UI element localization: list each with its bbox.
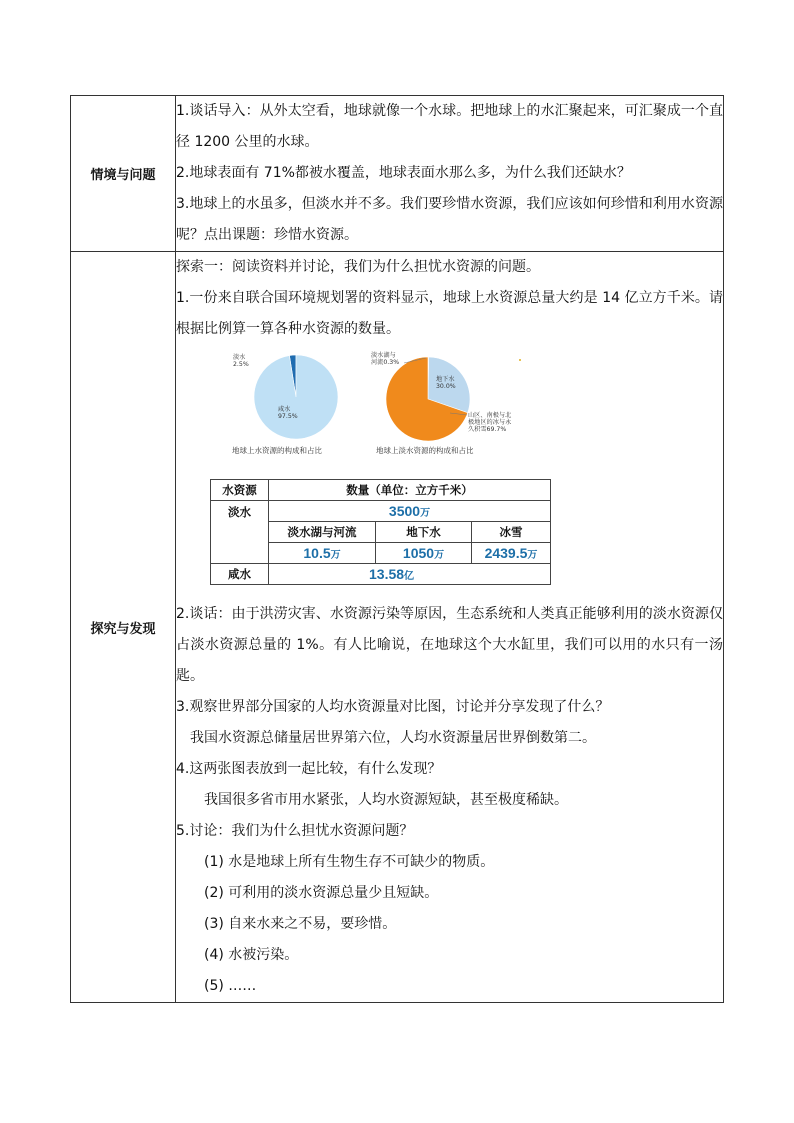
explore-para-1: 1.一份来自联合国环境规划署的资料显示，地球上水资源总量大约是 14 亿立方千米。请根据比例算一算各种水资源的数量。 — [176, 290, 723, 337]
wr-val-groundwater: 1050万 — [376, 543, 472, 564]
wr-sub-groundwater: 地下水 — [376, 522, 472, 543]
pie2-title: 地球上淡水资源的构成和占比 — [376, 446, 474, 455]
wr-salt-label: 咸水 — [211, 564, 269, 585]
wr-header-resource: 水资源 — [211, 480, 269, 501]
row-label-explore: 探究与发现 — [71, 252, 176, 1003]
explore-para-5: 5.讨论：我们为什么担忧水资源问题？ — [176, 823, 414, 839]
row-explore — [71, 252, 724, 1003]
wr-val-ice: 2439.5万 — [472, 543, 551, 564]
pie-chart-freshwater-composition — [366, 351, 526, 443]
explore-para-2: 2.谈话：由于洪涝灾害、水资源污染等原因，生态系统和人类真正能够利用的淡水资源仅占淡水资源总量的 1%。有人比喻说，在地球这个大水缸里，我们可以用的水只有一汤匙。 — [176, 606, 723, 684]
explore-para-3: 3.观察世界部分国家的人均水资源量对比图，讨论并分享发现了什么？ — [176, 699, 610, 715]
wr-sub-ice: 冰雪 — [472, 522, 551, 543]
explore-para-4-answer: 我国很多省市用水紧张，人均水资源短缺，甚至极度稀缺。 — [204, 792, 568, 808]
situation-content — [176, 96, 724, 252]
wr-salt-value: 13.58亿 — [269, 564, 551, 585]
list-item: (5) …… — [204, 978, 257, 994]
pie-slice-label: 淡水湖与河流0.3% — [371, 352, 400, 366]
wr-header-quantity: 数量（单位：立方千米） — [269, 480, 551, 501]
row-label-situation: 情境与问题 — [71, 96, 176, 252]
situation-para-1: 1.谈话导入：从外太空看，地球就像一个水球。把地球上的水汇聚起来，可汇聚成一个直径 1200 公里的水球。 — [176, 103, 723, 150]
pie-slice-label: 淡水 2.5% — [233, 354, 249, 368]
situation-para-2: 2.地球表面有 71%都被水覆盖，地球表面水那么多，为什么我们还缺水？ — [176, 165, 631, 181]
pie-slice — [254, 355, 338, 439]
row-situation — [71, 96, 724, 252]
pie-chart-water-composition — [228, 351, 343, 443]
wr-sub-lakes: 淡水湖与河流 — [269, 522, 376, 543]
situation-para-3: 3.地球上的水虽多，但淡水并不多。我们要珍惜水资源，我们应该如何珍惜和利用水资源呢？点出课题：珍惜水资源。 — [176, 196, 723, 243]
pie-slice-label: 地下水 30.0% — [436, 376, 456, 390]
explore-content — [176, 252, 724, 1003]
water-resource-table — [210, 479, 551, 585]
explore-para-3-answer: 我国水资源总储量居世界第六位，人均水资源量居世界倒数第二。 — [190, 730, 596, 746]
explore-intro: 探索一：阅读资料并讨论，我们为什么担忧水资源的问题。 — [176, 259, 540, 275]
pie-slice-label: 山区、南极与北极地区的冰与永久积雪69.7% — [468, 412, 512, 433]
list-item: (1) 水是地球上所有生物生存不可缺少的物质。 — [204, 854, 495, 870]
pie1-title: 地球上水资源的构成和占比 — [232, 446, 322, 455]
list-item: (3) 自来水来之不易，要珍惜。 — [204, 916, 397, 932]
list-item: (4) 水被污染。 — [204, 947, 299, 963]
wr-val-lakes: 10.5万 — [269, 543, 376, 564]
pie-charts — [176, 351, 723, 459]
pie-slice-label: 咸水 97.5% — [278, 406, 298, 420]
wr-fresh-total: 3500万 — [269, 501, 551, 522]
explore-para-4: 4.这两张图表放到一起比较，有什么发现？ — [176, 761, 442, 777]
lesson-table — [70, 95, 724, 1003]
wr-fresh-label: 淡水 — [211, 501, 269, 564]
list-item: (2) 可利用的淡水资源总量少且短缺。 — [204, 885, 439, 901]
decorative-dot — [519, 359, 521, 361]
